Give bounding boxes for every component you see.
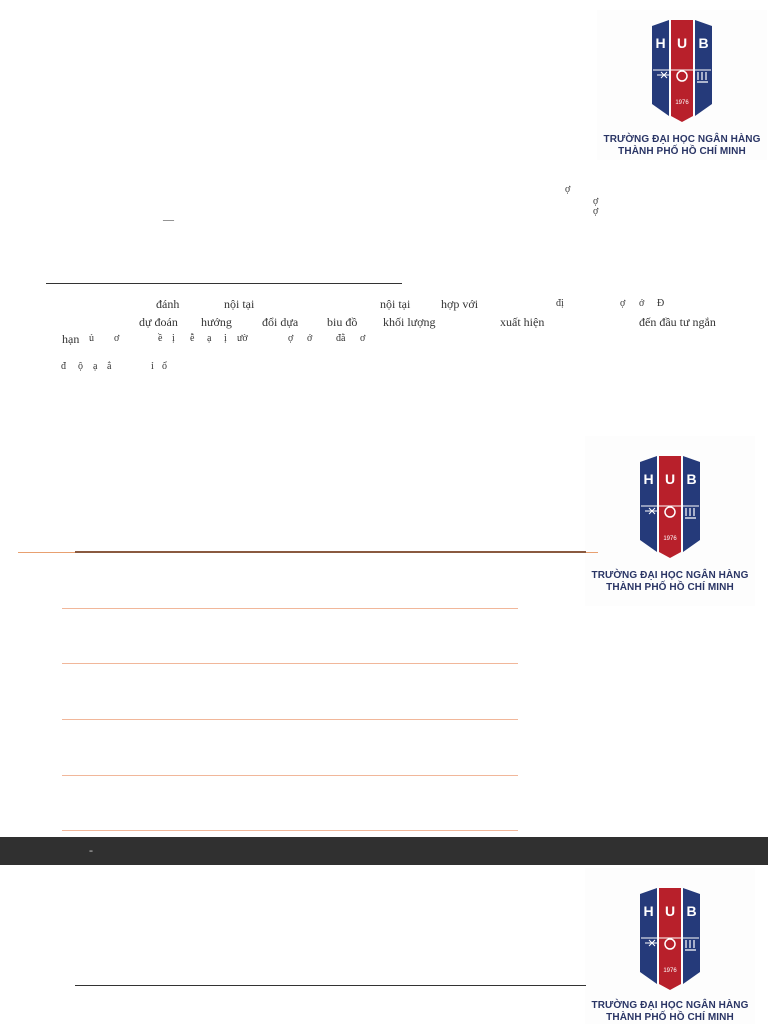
text-fragment: hạn xyxy=(62,332,80,346)
text-fragment: ị xyxy=(172,333,175,344)
text-fragment: hợp với xyxy=(441,297,479,311)
logo-caption-line1: TRƯỜNG ĐẠI HỌC NGÂN HÀNG xyxy=(591,1000,749,1011)
text-fragment: ơ xyxy=(360,333,366,344)
text-fragment: ợ xyxy=(288,333,294,344)
text-fragment: ị xyxy=(224,333,227,344)
section-rule xyxy=(75,985,586,986)
logo-caption-line2: THÀNH PHỐ HỒ CHÍ MINH xyxy=(606,582,734,593)
text-fragment: ạ xyxy=(93,361,98,372)
text-fragment: ỉ xyxy=(151,361,154,372)
text-fragment: ơ xyxy=(114,333,120,344)
text-fragment: ộ xyxy=(78,361,83,372)
text-fragment: ễ xyxy=(190,333,195,344)
text-fragment: xuất hiện xyxy=(500,315,545,329)
text-fragment: biu đồ xyxy=(327,315,358,329)
logo-letter-u: U xyxy=(664,903,676,919)
logo-letter-b: B xyxy=(698,35,709,51)
text-fragment: ớ xyxy=(639,298,645,309)
text-fragment: đằ xyxy=(336,333,346,344)
mark: ợ xyxy=(593,196,599,207)
text-fragment: hướng xyxy=(201,315,232,329)
logo-letter-h: H xyxy=(643,903,654,919)
section-rule xyxy=(46,283,402,284)
university-logo-3 xyxy=(585,868,755,1024)
row-divider xyxy=(62,830,518,831)
logo-caption-line1: TRƯỜNG ĐẠI HỌC NGÂN HÀNG xyxy=(591,570,749,581)
hub-shield-icon xyxy=(647,18,717,124)
university-logo-1 xyxy=(597,10,767,160)
text-fragment: nội tại xyxy=(380,297,411,311)
text-fragment: ườ xyxy=(237,333,248,344)
text-fragment: ổ xyxy=(162,361,167,372)
text-fragment: ợ xyxy=(620,298,626,309)
logo-caption-line2: THÀNH PHỐ HỒ CHÍ MINH xyxy=(618,146,746,157)
text-fragment: đị xyxy=(556,298,564,309)
mark: — xyxy=(163,214,174,226)
text-fragment: Đ xyxy=(657,298,665,309)
text-fragment: ề xyxy=(158,333,163,344)
text-fragment: nội tại xyxy=(224,297,255,311)
text-fragment: đổi dựa xyxy=(262,315,299,329)
row-divider xyxy=(62,775,518,776)
footer-mark: - xyxy=(89,843,93,857)
logo-letter-b: B xyxy=(686,903,697,919)
row-divider xyxy=(62,608,518,609)
logo-letter-h: H xyxy=(655,35,666,51)
text-fragment: đánh xyxy=(156,297,180,311)
logo-year: 1976 xyxy=(663,968,677,974)
logo-caption-line2: THÀNH PHỐ HỒ CHÍ MINH xyxy=(606,1012,734,1023)
logo-letter-h: H xyxy=(643,471,654,487)
hub-shield-icon xyxy=(635,454,705,560)
row-divider xyxy=(62,719,518,720)
text-fragment: ạ xyxy=(207,333,212,344)
text-fragment: đ xyxy=(61,361,66,372)
university-logo-2 xyxy=(585,436,755,606)
text-fragment: ủ xyxy=(89,333,94,344)
logo-letter-b: B xyxy=(686,471,697,487)
mark: ợ xyxy=(593,206,599,217)
title-underline-dark xyxy=(75,551,586,553)
logo-letter-u: U xyxy=(664,471,676,487)
row-divider xyxy=(62,663,518,664)
text-fragment: đến đầu tư ngắn xyxy=(639,315,716,329)
mark: ợ xyxy=(565,184,571,195)
footer-bar xyxy=(0,837,768,865)
text-fragment: khối lượng xyxy=(383,315,436,329)
logo-letter-u: U xyxy=(676,35,688,51)
text-fragment: ẳ xyxy=(107,361,112,372)
logo-year: 1976 xyxy=(675,100,689,106)
text-fragment: ớ xyxy=(307,333,313,344)
logo-year: 1976 xyxy=(663,536,677,542)
text-fragment: dự đoán xyxy=(139,315,178,329)
hub-shield-icon xyxy=(635,886,705,992)
logo-caption-line1: TRƯỜNG ĐẠI HỌC NGÂN HÀNG xyxy=(603,134,761,145)
